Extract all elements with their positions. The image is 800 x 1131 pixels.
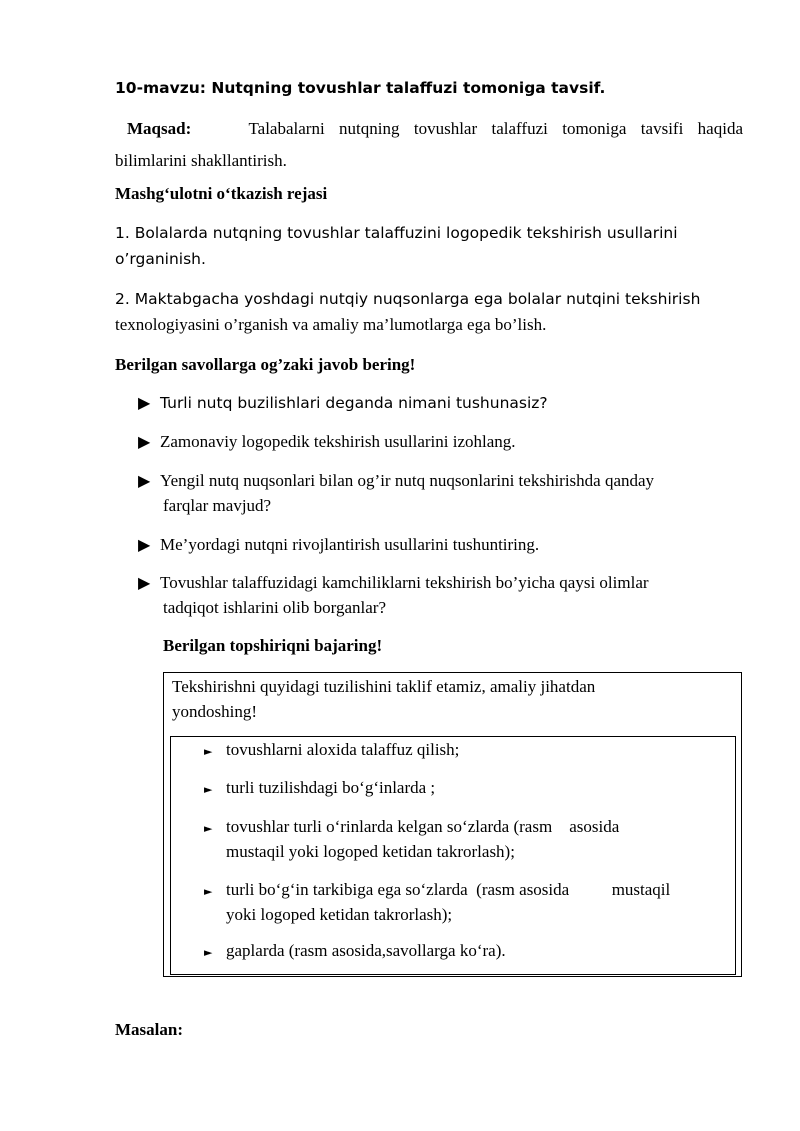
example-label: Masalan: [115, 1020, 183, 1039]
task-intro-line-2: yondoshing! [172, 702, 257, 721]
task-step-text: gaplarda (rasm asosida,savollarga ko‘ra). [226, 941, 506, 960]
small-triangle-bullet-icon: ► [204, 745, 213, 758]
task-intro-line-1: Tekshirishni quyidagi tuzilishini taklif etamiz, amaliy jihatdan [172, 677, 596, 696]
small-triangle-bullet-icon: ► [204, 946, 213, 959]
question-text: Me’yordagi nutqni rivojlantirish usullarini tushuntiring. [160, 535, 540, 554]
plan-item-1-line-1: 1. Bolalarda nutqning tovushlar talaffuzini logopedik tekshirish usullarini [115, 224, 678, 242]
task-step-text: tovushlarni aloxida talaffuz qilish; [226, 740, 460, 759]
small-triangle-bullet-icon: ► [204, 783, 213, 796]
question-item [138, 393, 548, 413]
task-step-text: tovushlar turli o‘rinlarda kelgan so‘zlarda (rasm asosida [226, 817, 620, 836]
question-item [138, 573, 649, 593]
question-text: Tovushlar talaffuzidagi kamchiliklarni tekshirish bo’yicha qaysi olimlar [160, 573, 649, 592]
small-triangle-bullet-icon: ► [204, 822, 213, 835]
task-step-item [204, 778, 435, 798]
triangle-bullet-icon: ▶ [138, 573, 151, 592]
task-step-item [204, 880, 670, 900]
question-text-continued: farqlar mavjud? [163, 496, 272, 515]
goal-line-2: bilimlarini shakllantirish. [115, 151, 287, 170]
triangle-bullet-icon: ▶ [138, 471, 151, 490]
triangle-bullet-icon: ▶ [138, 535, 151, 554]
question-item [138, 432, 516, 452]
task-step-text-continued: mustaqil yoki logoped ketidan takrorlash); [226, 842, 515, 861]
topic-title: 10-mavzu: Nutqning tovushlar talaffuzi tomoniga tavsif. [115, 79, 606, 97]
question-item [138, 535, 539, 555]
task-step-text: turli bo‘g‘in tarkibiga ega so‘zlarda (rasm asosida mustaqil [226, 880, 671, 899]
question-text: Zamonaviy logopedik tekshirish usullarini izohlang. [160, 432, 516, 451]
question-item [138, 471, 654, 491]
triangle-bullet-icon: ▶ [138, 393, 151, 412]
question-text: Yengil nutq nuqsonlari bilan og’ir nutq nuqsonlarini tekshirishda qanday [160, 471, 655, 490]
task-step-item [204, 740, 459, 760]
plan-heading: Mashg‘ulotni o‘tkazish rejasi [115, 184, 328, 203]
plan-item-1-line-2: o’rganinish. [115, 250, 206, 268]
question-text-continued: tadqiqot ishlarini olib borganlar? [163, 598, 387, 617]
goal-line-1 [115, 119, 743, 139]
questions-heading: Berilgan savollarga og’zaki javob bering! [115, 355, 416, 374]
goal-label: Maqsad: [127, 119, 192, 138]
triangle-bullet-icon: ▶ [138, 432, 151, 451]
plan-item-2-line-1: 2. Maktabgacha yoshdagi nutqiy nuqsonlarga ega bolalar nutqini tekshirish [115, 290, 701, 308]
task-step-text-continued: yoki logoped ketidan takrorlash); [226, 905, 453, 924]
goal-text: Talabalarni nutqning tovushlar talaffuzi tomoniga tavsifi haqida [248, 119, 743, 138]
question-text: Turli nutq buzilishlari deganda nimani tushunasiz? [160, 394, 548, 412]
small-triangle-bullet-icon: ► [204, 885, 213, 898]
plan-item-2-line-2: texnologiyasini o’rganish va amaliy ma’lumotlarga ega bo’lish. [115, 315, 547, 334]
task-heading: Berilgan topshiriqni bajaring! [163, 636, 383, 655]
task-step-item [204, 941, 506, 961]
task-step-item [204, 817, 619, 837]
task-step-text: turli tuzilishdagi bo‘g‘inlarda ; [226, 778, 436, 797]
